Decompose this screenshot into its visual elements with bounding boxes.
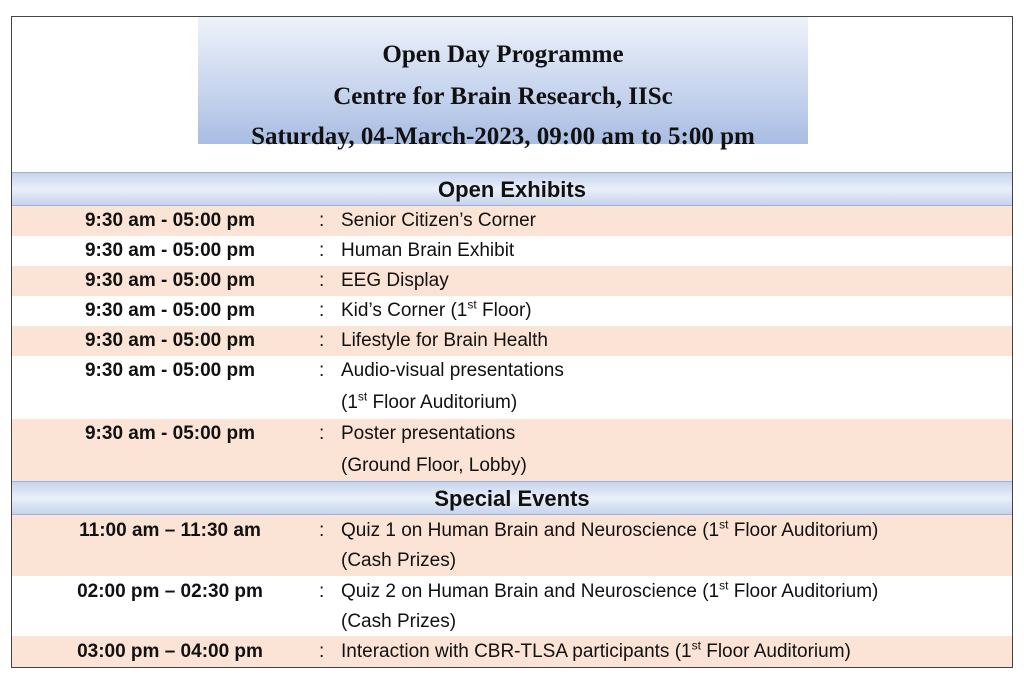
row-description: Senior Citizen’s Corner [341,210,537,231]
row-description-line2: (Cash Prizes) [341,611,457,632]
programme-header [198,17,808,150]
row-description: Lifestyle for Brain Health [341,330,548,351]
schedule-row [12,206,1012,236]
row-text-start: Quiz 2 on Human Brain and Neuroscience (1 [341,581,720,602]
row-text-end: Floor Auditorium) [367,392,518,413]
row-text-end: Floor) [476,300,532,321]
schedule-row [12,266,1012,296]
schedule-row [12,326,1012,356]
schedule-row [12,356,1012,419]
schedule-row [12,576,1012,636]
row-time: 9:30 am - 05:00 pm [84,210,256,231]
row-time: 11:00 am – 11:30 am [79,520,261,541]
schedule-row [12,296,1012,326]
schedule-row [12,419,1012,481]
row-text-end: Floor Auditorium) [728,520,879,541]
row-time: 03:00 pm – 04:00 pm [77,641,263,662]
section-heading-label: Open Exhibits [438,177,586,202]
row-separator: : [319,423,325,444]
row-description [341,578,879,603]
row-description-line2: (Ground Floor, Lobby) [341,455,527,476]
row-separator: : [319,240,325,261]
row-separator: : [319,360,325,381]
row-description: Human Brain Exhibit [341,240,515,261]
ordinal-suffix: st [357,389,368,404]
row-description-line2 [341,389,518,414]
row-text-start: (1 [341,392,358,413]
row-description: Audio-visual presentations [341,360,564,381]
schedule-row [12,236,1012,266]
row-separator: : [319,300,325,321]
section-heading-special-events [12,481,1012,515]
row-separator: : [319,520,325,541]
schedule-row [12,636,1012,667]
row-description-line2: (Cash Prizes) [341,550,457,571]
row-time: 9:30 am - 05:00 pm [84,423,256,444]
event-date-time: Saturday, 04-March-2023, 09:00 am to 5:00 pm [251,123,755,150]
institute-name: Centre for Brain Research, IISc [333,83,673,110]
row-separator: : [319,581,325,602]
row-description: Poster presentations [341,423,516,444]
row-time: 9:30 am - 05:00 pm [84,300,256,321]
row-description [341,517,879,542]
row-text-start: Interaction with CBR-TLSA participants (1 [341,641,692,662]
section-heading-label: Special Events [434,486,590,511]
row-text-start: Kid’s Corner (1 [341,300,468,321]
row-description: EEG Display [341,270,449,291]
row-time: 02:00 pm – 02:30 pm [77,581,263,602]
row-time: 9:30 am - 05:00 pm [84,360,256,381]
row-text-end: Floor Auditorium) [700,641,851,662]
row-time: 9:30 am - 05:00 pm [84,270,256,291]
ordinal-suffix: st [691,638,701,653]
row-separator: : [319,330,325,351]
row-time: 9:30 am - 05:00 pm [84,240,256,261]
row-description [341,297,532,322]
row-text-start: Quiz 1 on Human Brain and Neuroscience (1 [341,520,720,541]
row-separator: : [319,210,325,231]
row-text-end: Floor Auditorium) [728,581,879,602]
ordinal-suffix: st [719,578,729,593]
schedule-row [12,515,1012,576]
programme-title: Open Day Programme [382,41,624,68]
section-heading-open-exhibits [12,172,1012,206]
row-time: 9:30 am - 05:00 pm [84,330,256,351]
ordinal-suffix: st [719,517,729,532]
ordinal-suffix: st [467,297,477,312]
row-separator: : [319,641,325,662]
row-description [341,638,851,663]
row-separator: : [319,270,325,291]
